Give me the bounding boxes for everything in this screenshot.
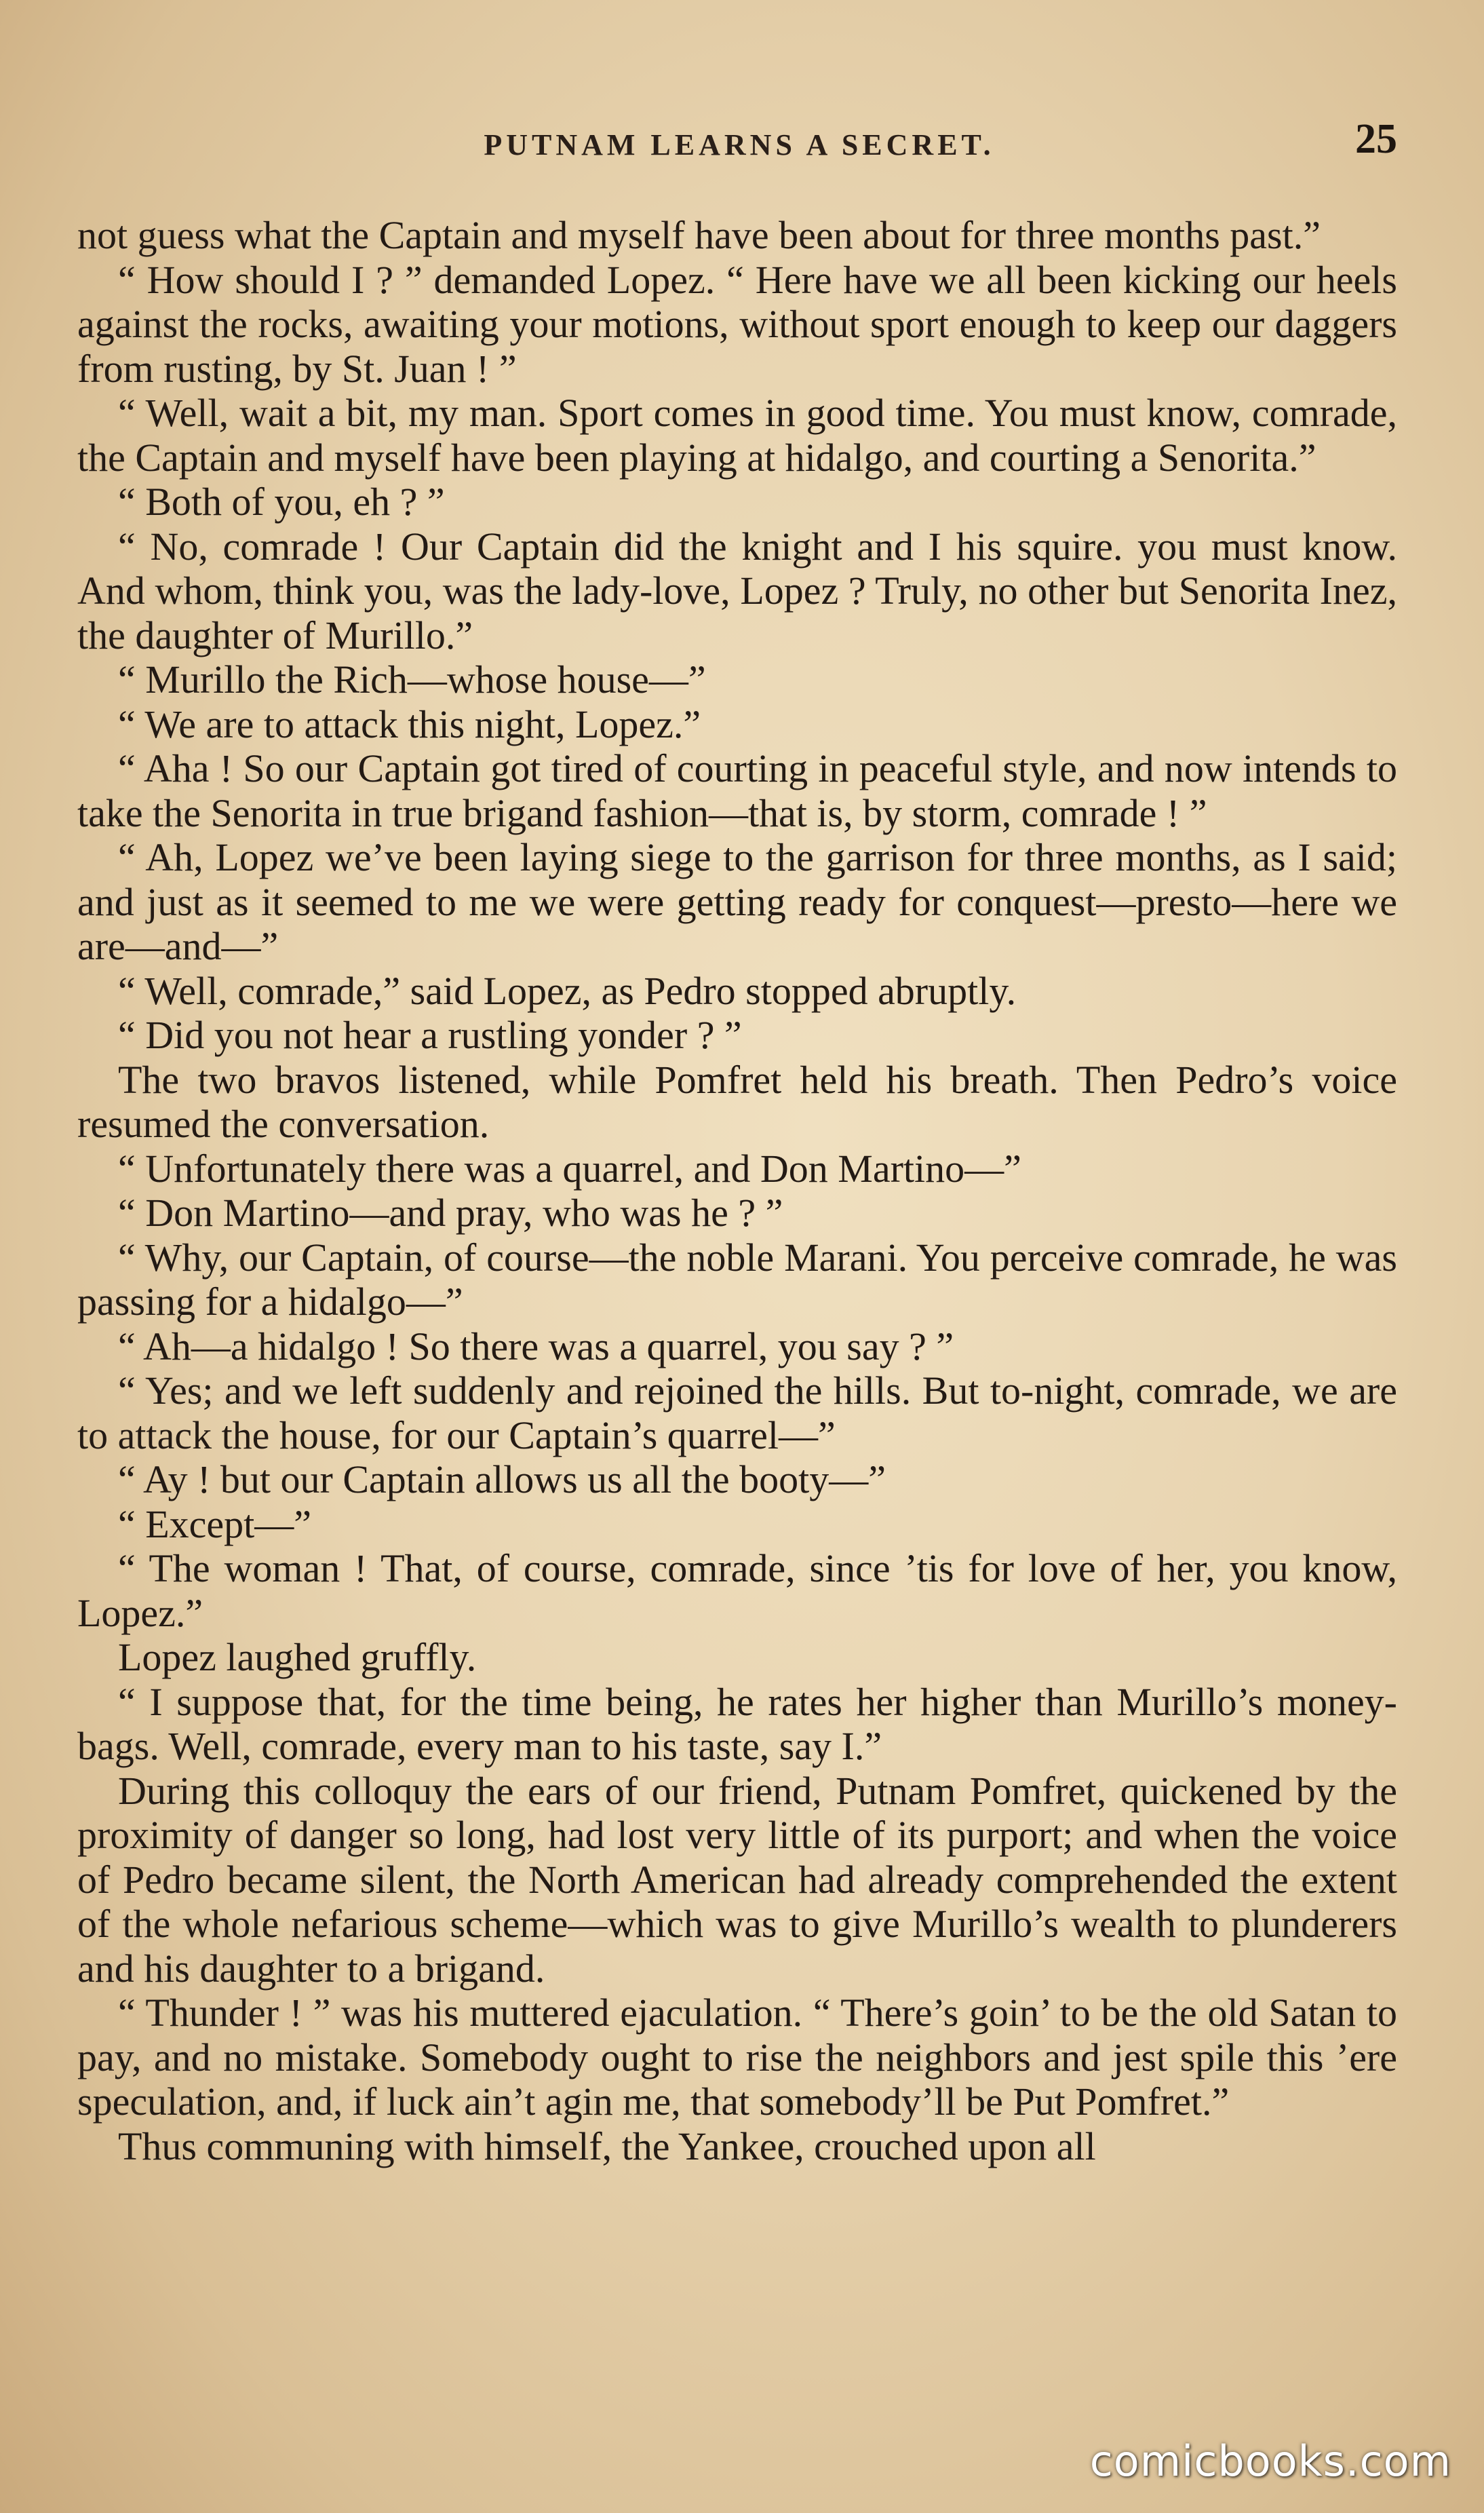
paragraph: “ Unfortunately there was a quarrel, and Don Martino—” (118, 1146, 1021, 1191)
paragraph: “ Ah—a hidalgo ! So there was a quarrel, you say ? ” (118, 1324, 954, 1368)
paragraph: “ Ah, Lopez we’ve been laying siege to the garrison for three months, as I said; and just as it seemed to me we were getting ready for conquest—presto—here we are—and—” (77, 835, 1397, 968)
paragraph: During this colloquy the ears of our friend, Putnam Pomfret, quickened by the proximity of danger so long, had lost very little of its purport; and when the voice of Pedro became silent, the North American had already comprehended the extent of the whole nefarious scheme—which was to give Murillo’s wealth to plunderers and his daughter to a brigand. (77, 1768, 1397, 1991)
page-number: 25 (1355, 116, 1397, 162)
paragraph: “ Don Martino—and pray, who was he ? ” (118, 1191, 783, 1235)
paragraph: “ No, comrade ! Our Captain did the knight and I his squire. you must know. And whom, think you, was the lady-love, Lopez ? Truly, no other but Senorita Inez, the daughter of Murillo.” (77, 524, 1397, 657)
paragraph: “ Aha ! So our Captain got tired of courting in peaceful style, and now intends to take the Senorita in true brigand fashion—that is, by storm, comrade ! ” (77, 746, 1397, 835)
paragraph: “ Murillo the Rich—whose house—” (118, 657, 706, 702)
running-head: PUTNAM LEARNS A SECRET. (484, 128, 995, 161)
paragraph: “ Did you not hear a rustling yonder ? ” (118, 1013, 742, 1057)
paragraph: “ The woman ! That, of course, comrade, since ’tis for love of her, you know, Lopez.” (77, 1546, 1397, 1635)
paragraph: “ I suppose that, for the time being, he rates her higher than Murillo’s money-bags. Well, comrade, every man to his taste, say I.” (77, 1679, 1397, 1768)
paragraph: “ Why, our Captain, of course—the noble Marani. You perceive comrade, he was passing for a hidalgo—” (77, 1235, 1397, 1324)
paragraph: “ Well, comrade,” said Lopez, as Pedro stopped abruptly. (118, 968, 1017, 1013)
paragraph: Lopez laughed gruffly. (118, 1635, 477, 1679)
paragraph: “ Both of you, eh ? ” (118, 480, 445, 524)
paragraph: “ We are to attack this night, Lopez.” (118, 702, 701, 746)
paragraph: “ Ay ! but our Captain allows us all the booty—” (118, 1457, 886, 1501)
paragraph: “ Yes; and we left suddenly and rejoined the hills. But to-night, comrade, we are to attack the house, for our Captain’s quarrel—” (77, 1368, 1397, 1457)
paragraph: “ Except—” (118, 1501, 312, 1546)
watermark: comicbooks.com (1089, 2436, 1451, 2486)
paragraph: Thus communing with himself, the Yankee, crouched upon all (118, 2124, 1096, 2168)
paragraph: The two bravos listened, while Pomfret held his breath. Then Pedro’s voice resumed the conversation. (77, 1057, 1397, 1146)
page-header (81, 115, 1397, 176)
paragraph: not guess what the Captain and myself have been about for three months past.” (77, 213, 1321, 257)
body-text (77, 213, 1397, 2168)
paragraph: “ How should I ? ” demanded Lopez. “ Here have we all been kicking our heels against the rocks, awaiting your motions, without sport enough to keep our daggers from rusting, by St. Juan ! ” (77, 257, 1397, 391)
paragraph: “ Well, wait a bit, my man. Sport comes in good time. You must know, comrade, the Captain and myself have been playing at hidalgo, and courting a Senorita.” (77, 391, 1397, 480)
paragraph: “ Thunder ! ” was his muttered ejaculation. “ There’s goin’ to be the old Satan to pay, and no mistake. Somebody ought to rise the neighbors and jest spile this ’ere speculation, and, if luck ain’t agin me, that somebody’ll be Put Pomfret.” (77, 1991, 1397, 2124)
